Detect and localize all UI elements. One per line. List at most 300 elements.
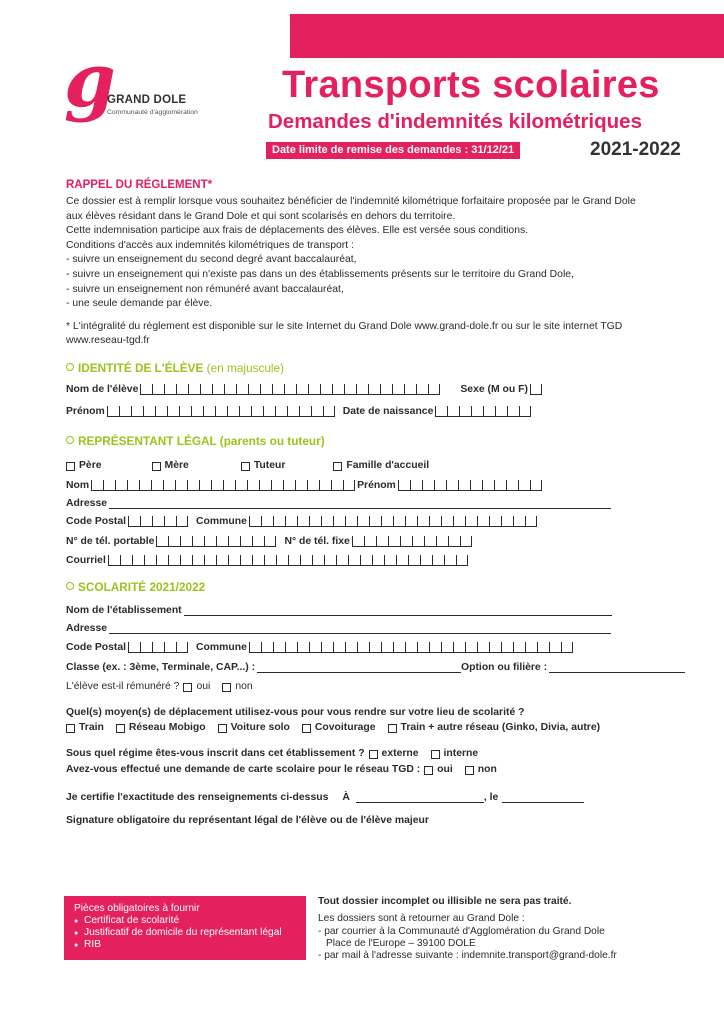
char-cell[interactable]: [271, 480, 283, 490]
label-prenom-eleve: Prénom: [66, 406, 105, 417]
char-cell[interactable]: [333, 516, 345, 526]
char-cell[interactable]: [537, 642, 549, 652]
char-cell[interactable]: [192, 555, 204, 565]
label-scol-commune: Commune: [196, 642, 247, 653]
char-cell[interactable]: [180, 536, 192, 546]
section-title-text: REPRÉSENTANT LÉGAL (parents ou tuteur): [78, 434, 325, 448]
label-a: À: [342, 792, 350, 803]
char-cell[interactable]: [410, 480, 422, 490]
char-cell[interactable]: [417, 642, 429, 652]
char-cell[interactable]: [264, 555, 276, 565]
char-cell[interactable]: [187, 480, 199, 490]
char-cell[interactable]: [369, 642, 381, 652]
char-cell[interactable]: [295, 480, 307, 490]
char-cell[interactable]: [392, 384, 404, 394]
piece-item: ● RIB: [74, 939, 306, 951]
label-externe: externe: [381, 748, 419, 759]
char-cell[interactable]: [459, 406, 471, 416]
section-title-text: IDENTITÉ DE L'ÉLÈVE: [78, 361, 204, 375]
char-cell[interactable]: [140, 642, 152, 652]
char-cell[interactable]: [228, 536, 240, 546]
row-carte: [66, 764, 507, 775]
char-cell[interactable]: [168, 536, 180, 546]
char-cell[interactable]: [398, 480, 410, 490]
char-cell[interactable]: [260, 384, 272, 394]
pieces-box: [64, 896, 306, 960]
char-cell[interactable]: [489, 516, 501, 526]
reglement-note: [66, 320, 686, 348]
option-field[interactable]: [549, 663, 685, 673]
char-cell[interactable]: [216, 536, 228, 546]
char-cell[interactable]: [348, 555, 360, 565]
row-signature: [66, 815, 431, 826]
checkbox-train-autre[interactable]: [388, 724, 397, 733]
char-cell[interactable]: [448, 536, 460, 546]
row-moyens-question: [66, 707, 526, 718]
scol-commune-field[interactable]: [249, 642, 573, 653]
char-cell[interactable]: [163, 480, 175, 490]
char-cell[interactable]: [525, 642, 537, 652]
rappel-line: - une seule demande par élève.: [66, 298, 213, 310]
char-cell[interactable]: [417, 516, 429, 526]
rep-adresse-field[interactable]: [109, 499, 611, 509]
row-classe: [66, 662, 685, 673]
label-non: non: [235, 681, 253, 692]
char-cell[interactable]: [323, 406, 335, 416]
label-rep-cp: Code Postal: [66, 516, 127, 527]
char-cell[interactable]: [376, 536, 388, 546]
char-cell[interactable]: [273, 516, 285, 526]
label-covoiturage: Covoiturage: [314, 722, 376, 733]
label-oui: oui: [437, 764, 453, 775]
char-cell[interactable]: [144, 555, 156, 565]
char-cell[interactable]: [227, 406, 239, 416]
char-cell[interactable]: [424, 536, 436, 546]
char-cell[interactable]: [465, 516, 477, 526]
section-title-hint: (en majuscule): [206, 361, 285, 375]
char-cell[interactable]: [561, 642, 573, 652]
char-cell[interactable]: [489, 642, 501, 652]
char-cell[interactable]: [396, 555, 408, 565]
label-rep-commune: Commune: [196, 516, 247, 527]
char-cell[interactable]: [259, 480, 271, 490]
char-cell[interactable]: [200, 384, 212, 394]
checkbox-tuteur[interactable]: [241, 462, 250, 471]
date-field[interactable]: [502, 793, 584, 803]
char-cell[interactable]: [204, 536, 216, 546]
char-cell[interactable]: [167, 406, 179, 416]
note-line: * L'intégralité du règlement est disponible sur le site Internet du Grand Dole www.grand-dole.fr ou sur le site internet TGD: [66, 321, 623, 332]
char-cell[interactable]: [356, 384, 368, 394]
char-cell[interactable]: [168, 555, 180, 565]
char-cell[interactable]: [152, 642, 164, 652]
char-cell[interactable]: [465, 642, 477, 652]
char-cell[interactable]: [428, 384, 440, 394]
char-cell[interactable]: [285, 516, 297, 526]
char-cell[interactable]: [191, 406, 203, 416]
char-cell[interactable]: [156, 555, 168, 565]
char-cell[interactable]: [519, 406, 531, 416]
rappel-line: Cette indemnisation participe aux frais de déplacements des élèves. Elle est versée sous conditions.: [66, 225, 529, 237]
label-nom-eleve: Nom de l'élève: [66, 384, 139, 395]
char-cell[interactable]: [155, 406, 167, 416]
label-classe: Classe (ex. : 3ème, Terminale, CAP...) :: [66, 662, 256, 673]
char-cell[interactable]: [352, 536, 364, 546]
char-cell[interactable]: [530, 384, 542, 394]
char-cell[interactable]: [344, 384, 356, 394]
char-cell[interactable]: [252, 536, 264, 546]
checkbox-train[interactable]: [66, 724, 75, 733]
checkbox-remunere-non[interactable]: [222, 683, 231, 692]
row-moyens-options: [64, 722, 610, 733]
char-cell[interactable]: [429, 642, 441, 652]
row-rep-adresse: [66, 498, 611, 509]
label-rep-adresse: Adresse: [66, 498, 108, 509]
char-cell[interactable]: [275, 406, 287, 416]
rep-prenom-field[interactable]: [398, 480, 542, 491]
char-cell[interactable]: [240, 555, 252, 565]
char-cell[interactable]: [405, 516, 417, 526]
char-cell[interactable]: [228, 555, 240, 565]
char-cell[interactable]: [131, 406, 143, 416]
char-cell[interactable]: [180, 555, 192, 565]
label-train-autre: Train + autre réseau (Ginko, Divia, autre): [400, 722, 601, 733]
checkbox-carte-oui[interactable]: [424, 766, 433, 775]
char-cell[interactable]: [324, 555, 336, 565]
nom-eleve-field[interactable]: [140, 384, 440, 395]
char-cell[interactable]: [441, 642, 453, 652]
char-cell[interactable]: [470, 480, 482, 490]
piece-item: ● Justificatif de domicile du représentant légal: [74, 927, 306, 939]
footer-retour: Les dossiers sont à retourner au Grand Dole :: [318, 913, 525, 925]
char-cell[interactable]: [140, 384, 152, 394]
rep-nom-field[interactable]: [91, 480, 355, 491]
char-cell[interactable]: [107, 406, 119, 416]
scol-cp-field[interactable]: [128, 642, 188, 653]
char-cell[interactable]: [525, 516, 537, 526]
rappel-line: - suivre un enseignement du second degré avant baccalauréat,: [66, 254, 357, 266]
row-remunere: [66, 681, 263, 692]
char-cell[interactable]: [156, 536, 168, 546]
row-rep-tel: [66, 536, 480, 547]
checkbox-mobigo[interactable]: [116, 724, 125, 733]
char-cell[interactable]: [549, 642, 561, 652]
etablissement-field[interactable]: [184, 606, 612, 616]
char-cell[interactable]: [308, 384, 320, 394]
char-cell[interactable]: [139, 480, 151, 490]
char-cell[interactable]: [456, 555, 468, 565]
char-cell[interactable]: [384, 555, 396, 565]
char-cell[interactable]: [435, 406, 447, 416]
char-cell[interactable]: [513, 516, 525, 526]
checkbox-externe[interactable]: [369, 750, 378, 759]
char-cell[interactable]: [132, 555, 144, 565]
label-famille-accueil: Famille d'accueil: [346, 460, 430, 471]
char-cell[interactable]: [345, 516, 357, 526]
note-line: www.reseau-tgd.fr: [66, 335, 150, 346]
char-cell[interactable]: [127, 480, 139, 490]
char-cell[interactable]: [152, 516, 164, 526]
char-cell[interactable]: [501, 516, 513, 526]
char-cell[interactable]: [287, 406, 299, 416]
char-cell[interactable]: [436, 536, 448, 546]
label-option: Option ou filière :: [461, 662, 548, 673]
char-cell[interactable]: [412, 536, 424, 546]
char-cell[interactable]: [333, 642, 345, 652]
char-cell[interactable]: [518, 480, 530, 490]
char-cell[interactable]: [477, 516, 489, 526]
row-prenom-eleve: [66, 406, 539, 417]
char-cell[interactable]: [152, 384, 164, 394]
char-cell[interactable]: [300, 555, 312, 565]
char-cell[interactable]: [405, 642, 417, 652]
char-cell[interactable]: [151, 480, 163, 490]
char-cell[interactable]: [263, 406, 275, 416]
char-cell[interactable]: [176, 642, 188, 652]
checkbox-voiture-solo[interactable]: [218, 724, 227, 733]
char-cell[interactable]: [471, 406, 483, 416]
char-cell[interactable]: [264, 536, 276, 546]
char-cell[interactable]: [404, 384, 416, 394]
char-cell[interactable]: [128, 516, 140, 526]
logo-subtitle: Communauté d'agglomération: [107, 109, 198, 116]
char-cell[interactable]: [331, 480, 343, 490]
char-cell[interactable]: [276, 555, 288, 565]
char-cell[interactable]: [192, 536, 204, 546]
footer-warning: Tout dossier incomplet ou illisible ne sera pas traité.: [318, 896, 572, 907]
char-cell[interactable]: [235, 480, 247, 490]
char-cell[interactable]: [429, 516, 441, 526]
circle-bullet-icon: [66, 436, 74, 444]
char-cell[interactable]: [393, 642, 405, 652]
char-cell[interactable]: [381, 642, 393, 652]
char-cell[interactable]: [393, 516, 405, 526]
char-cell[interactable]: [400, 536, 412, 546]
char-cell[interactable]: [119, 406, 131, 416]
char-cell[interactable]: [239, 406, 251, 416]
char-cell[interactable]: [223, 480, 235, 490]
char-cell[interactable]: [176, 384, 188, 394]
char-cell[interactable]: [307, 480, 319, 490]
char-cell[interactable]: [357, 516, 369, 526]
header-band: [290, 14, 724, 58]
row-rep-nom: [66, 480, 550, 491]
rappel-line: aux élèves résidant dans le Grand Dole et qui sont scolarisés en dehors du territoire.: [66, 210, 456, 222]
char-cell[interactable]: [212, 384, 224, 394]
char-cell[interactable]: [432, 555, 444, 565]
char-cell[interactable]: [103, 480, 115, 490]
char-cell[interactable]: [507, 406, 519, 416]
row-rep-cp: [66, 516, 545, 527]
char-cell[interactable]: [477, 642, 489, 652]
checkbox-famille-accueil[interactable]: [333, 462, 342, 471]
char-cell[interactable]: [458, 480, 470, 490]
char-cell[interactable]: [164, 642, 176, 652]
char-cell[interactable]: [143, 406, 155, 416]
char-cell[interactable]: [441, 516, 453, 526]
rappel-line: Ce dossier est à remplir lorsque vous souhaitez bénéficier de l'indemnité kilométrique forfaitaire proposée par le Grand Dole: [66, 196, 636, 207]
char-cell[interactable]: [447, 406, 459, 416]
char-cell[interactable]: [108, 555, 120, 565]
checkbox-carte-non[interactable]: [465, 766, 474, 775]
char-cell[interactable]: [320, 384, 332, 394]
char-cell[interactable]: [408, 555, 420, 565]
label-carte: Avez-vous effectué une demande de carte scolaire pour le réseau TGD :: [66, 764, 421, 775]
char-cell[interactable]: [179, 406, 191, 416]
char-cell[interactable]: [115, 480, 127, 490]
char-cell[interactable]: [453, 642, 465, 652]
date-naissance-field[interactable]: [435, 406, 531, 417]
char-cell[interactable]: [416, 384, 428, 394]
char-cell[interactable]: [501, 642, 513, 652]
scol-adresse-field[interactable]: [109, 624, 611, 634]
char-cell[interactable]: [434, 480, 446, 490]
char-cell[interactable]: [299, 406, 311, 416]
char-cell[interactable]: [247, 480, 259, 490]
checkbox-interne[interactable]: [431, 750, 440, 759]
char-cell[interactable]: [388, 536, 400, 546]
checkbox-remunere-oui[interactable]: [183, 683, 192, 692]
checkbox-pere[interactable]: [66, 462, 75, 471]
char-cell[interactable]: [261, 642, 273, 652]
rep-commune-field[interactable]: [249, 516, 537, 527]
char-cell[interactable]: [296, 384, 308, 394]
label-train: Train: [79, 722, 104, 733]
logo-name: GRAND DOLE: [107, 94, 187, 106]
char-cell[interactable]: [204, 555, 216, 565]
row-scol-cp: [66, 642, 581, 653]
char-cell[interactable]: [321, 642, 333, 652]
char-cell[interactable]: [453, 516, 465, 526]
page-title: Transports scolaires: [282, 64, 660, 106]
rep-cp-field[interactable]: [128, 516, 188, 527]
char-cell[interactable]: [91, 480, 103, 490]
rep-portable-field[interactable]: [156, 536, 276, 547]
char-cell[interactable]: [343, 480, 355, 490]
label-rep-nom: Nom: [66, 480, 90, 491]
label-moyens-question: Quel(s) moyen(s) de déplacement utilisez-vous pour vous rendre sur votre lieu de scolarité ?: [66, 707, 525, 718]
char-cell[interactable]: [319, 480, 331, 490]
char-cell[interactable]: [252, 555, 264, 565]
char-cell[interactable]: [261, 516, 273, 526]
label-oui: oui: [196, 681, 211, 692]
char-cell[interactable]: [203, 406, 215, 416]
char-cell[interactable]: [444, 555, 456, 565]
lieu-field[interactable]: [356, 793, 484, 803]
char-cell[interactable]: [360, 555, 372, 565]
char-cell[interactable]: [283, 480, 295, 490]
char-cell[interactable]: [312, 555, 324, 565]
prenom-eleve-field[interactable]: [107, 406, 335, 417]
label-mere: Mère: [164, 460, 189, 471]
char-cell[interactable]: [506, 480, 518, 490]
char-cell[interactable]: [332, 384, 344, 394]
checkbox-mere[interactable]: [152, 462, 161, 471]
char-cell[interactable]: [164, 516, 176, 526]
char-cell[interactable]: [483, 406, 495, 416]
char-cell[interactable]: [309, 642, 321, 652]
char-cell[interactable]: [372, 555, 384, 565]
char-cell[interactable]: [188, 384, 200, 394]
char-cell[interactable]: [482, 480, 494, 490]
char-cell[interactable]: [284, 384, 296, 394]
char-cell[interactable]: [357, 642, 369, 652]
label-le: , le: [483, 792, 499, 803]
char-cell[interactable]: [224, 384, 236, 394]
char-cell[interactable]: [140, 516, 152, 526]
circle-bullet-icon: [66, 582, 74, 590]
char-cell[interactable]: [128, 642, 140, 652]
char-cell[interactable]: [336, 555, 348, 565]
rappel-line: - suivre un enseignement qui n'existe pas dans un des établissements présents sur le territoire du Grand Dole,: [66, 268, 574, 280]
char-cell[interactable]: [297, 516, 309, 526]
char-cell[interactable]: [249, 642, 261, 652]
label-etablissement: Nom de l'établissement: [66, 605, 182, 616]
char-cell[interactable]: [460, 536, 472, 546]
char-cell[interactable]: [175, 480, 187, 490]
char-cell[interactable]: [248, 384, 260, 394]
char-cell[interactable]: [422, 480, 434, 490]
char-cell[interactable]: [120, 555, 132, 565]
char-cell[interactable]: [236, 384, 248, 394]
rep-courriel-field[interactable]: [108, 555, 468, 566]
char-cell[interactable]: [420, 555, 432, 565]
char-cell[interactable]: [380, 384, 392, 394]
char-cell[interactable]: [215, 406, 227, 416]
char-cell[interactable]: [211, 480, 223, 490]
char-cell[interactable]: [285, 642, 297, 652]
char-cell[interactable]: [273, 642, 285, 652]
rappel-line: Conditions d'accès aux indemnités kilométriques de transport :: [66, 239, 354, 251]
char-cell[interactable]: [513, 642, 525, 652]
char-cell[interactable]: [364, 536, 376, 546]
char-cell[interactable]: [288, 555, 300, 565]
char-cell[interactable]: [249, 516, 261, 526]
char-cell[interactable]: [240, 536, 252, 546]
char-cell[interactable]: [272, 384, 284, 394]
char-cell[interactable]: [216, 555, 228, 565]
char-cell[interactable]: [530, 480, 542, 490]
rep-fixe-field[interactable]: [352, 536, 472, 547]
char-cell[interactable]: [345, 642, 357, 652]
char-cell[interactable]: [176, 516, 188, 526]
row-regime: [66, 748, 488, 759]
label-mobigo: Réseau Mobigo: [128, 722, 206, 733]
char-cell[interactable]: [494, 480, 506, 490]
checkbox-covoiturage[interactable]: [302, 724, 311, 733]
char-cell[interactable]: [297, 642, 309, 652]
char-cell[interactable]: [321, 516, 333, 526]
char-cell[interactable]: [251, 406, 263, 416]
char-cell[interactable]: [446, 480, 458, 490]
char-cell[interactable]: [495, 406, 507, 416]
circle-bullet-icon: [66, 363, 74, 371]
char-cell[interactable]: [369, 516, 381, 526]
char-cell[interactable]: [381, 516, 393, 526]
page-subtitle: Demandes d'indemnités kilométriques: [268, 110, 642, 133]
grand-dole-logo: g: [64, 38, 116, 124]
char-cell[interactable]: [368, 384, 380, 394]
char-cell[interactable]: [164, 384, 176, 394]
row-scol-adresse: [66, 623, 611, 634]
label-voiture-solo: Voiture solo: [230, 722, 290, 733]
label-remunere: L'élève est-il rémunéré ?: [66, 681, 180, 692]
char-cell[interactable]: [309, 516, 321, 526]
char-cell[interactable]: [311, 406, 323, 416]
sexe-field[interactable]: [530, 384, 542, 395]
classe-field[interactable]: [257, 663, 461, 673]
char-cell[interactable]: [199, 480, 211, 490]
